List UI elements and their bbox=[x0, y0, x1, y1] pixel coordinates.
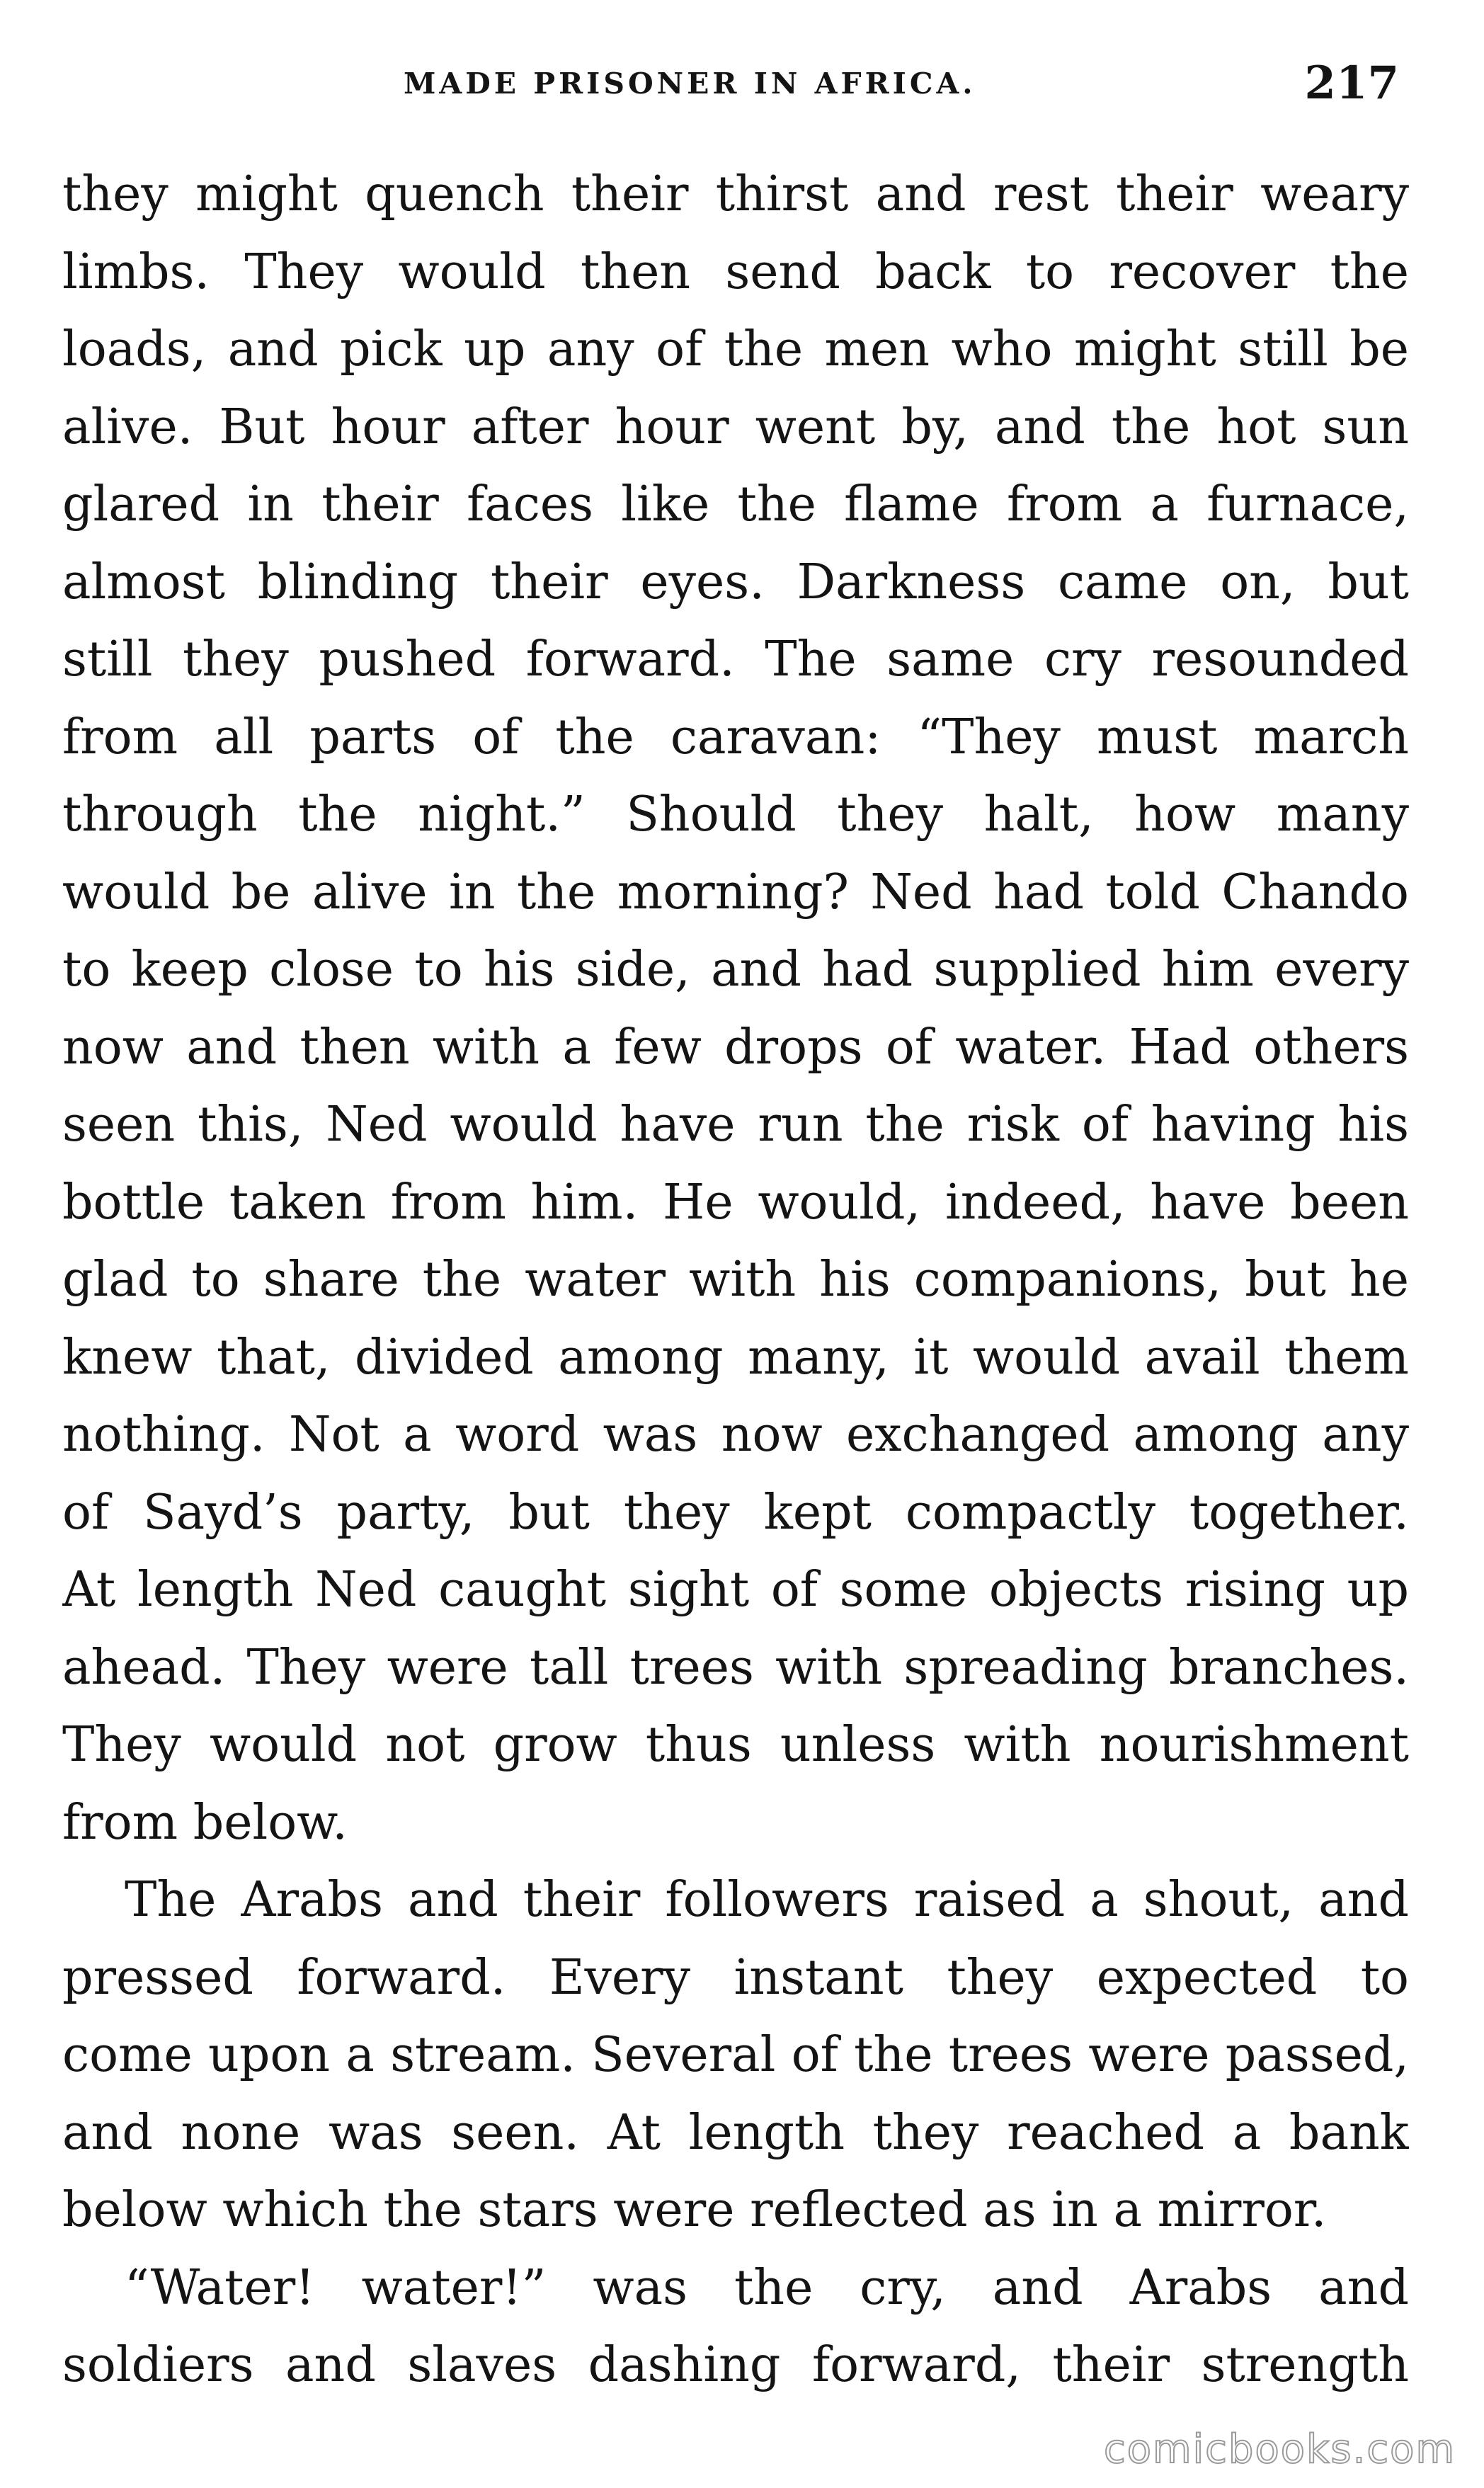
text-line: come upon a stream. Several of the trees were passed, bbox=[62, 2027, 1409, 2083]
text-line: They would not grow thus unless with nourishment bbox=[62, 1717, 1409, 1773]
paragraph-3 bbox=[62, 2249, 1409, 2404]
text-line: of Sayd’s party, but they kept compactly together. bbox=[62, 1484, 1409, 1541]
text-line: below which the stars were reflected as in a mirror. bbox=[62, 2182, 1327, 2238]
text-line: from below. bbox=[62, 1794, 348, 1851]
text-line: to keep close to his side, and had supplied him every bbox=[62, 942, 1409, 998]
text-line: now and then with a few drops of water. Had others bbox=[62, 1019, 1409, 1075]
text-line: limbs. They would then send back to recover the bbox=[62, 244, 1409, 300]
watermark: comicbooks.com bbox=[1103, 2426, 1456, 2472]
text-line: seen this, Ned would have run the risk of having his bbox=[62, 1097, 1409, 1153]
text-line: almost blinding their eyes. Darkness came on, but bbox=[62, 554, 1409, 610]
paragraph-1 bbox=[62, 156, 1409, 1861]
text-line: At length Ned caught sight of some objects rising up bbox=[62, 1562, 1409, 1618]
text-line: knew that, divided among many, it would avail them bbox=[62, 1329, 1409, 1386]
text-line: would be alive in the morning? Ned had told Chando bbox=[62, 864, 1409, 920]
text-line: The Arabs and their followers raised a shout, and bbox=[125, 1872, 1409, 1928]
paragraph-2 bbox=[62, 1861, 1409, 2249]
text-line: ahead. They were tall trees with spreading branches. bbox=[62, 1639, 1409, 1696]
text-line: through the night.” Should they halt, how many bbox=[62, 787, 1409, 843]
text-line: glared in their faces like the flame from a furnace, bbox=[62, 477, 1409, 532]
text-line: nothing. Not a word was now exchanged among any bbox=[62, 1407, 1409, 1463]
text-line: glad to share the water with his companions, but he bbox=[62, 1252, 1409, 1308]
text-line: “Water! water!” was the cry, and Arabs and bbox=[125, 2259, 1409, 2316]
text-line: soldiers and slaves dashing forward, their strength bbox=[62, 2337, 1409, 2393]
text-line: bottle taken from him. He would, indeed, have been bbox=[62, 1174, 1409, 1231]
text-line: alive. But hour after hour went by, and the hot sun bbox=[62, 399, 1409, 455]
page-header bbox=[71, 57, 1413, 113]
text-line: still they pushed forward. The same cry resounded bbox=[62, 632, 1409, 687]
body-text bbox=[62, 156, 1409, 2404]
text-line: pressed forward. Every instant they expected to bbox=[62, 1949, 1409, 2006]
text-line: they might quench their thirst and rest their weary bbox=[62, 166, 1409, 222]
text-line: loads, and pick up any of the men who might still be bbox=[62, 321, 1409, 377]
running-head: MADE PRISONER IN AFRICA. bbox=[404, 67, 976, 101]
page-number: 217 bbox=[1304, 57, 1399, 110]
text-line: from all parts of the caravan: “They must march bbox=[62, 709, 1409, 765]
text-line: and none was seen. At length they reached a bank bbox=[62, 2104, 1409, 2161]
